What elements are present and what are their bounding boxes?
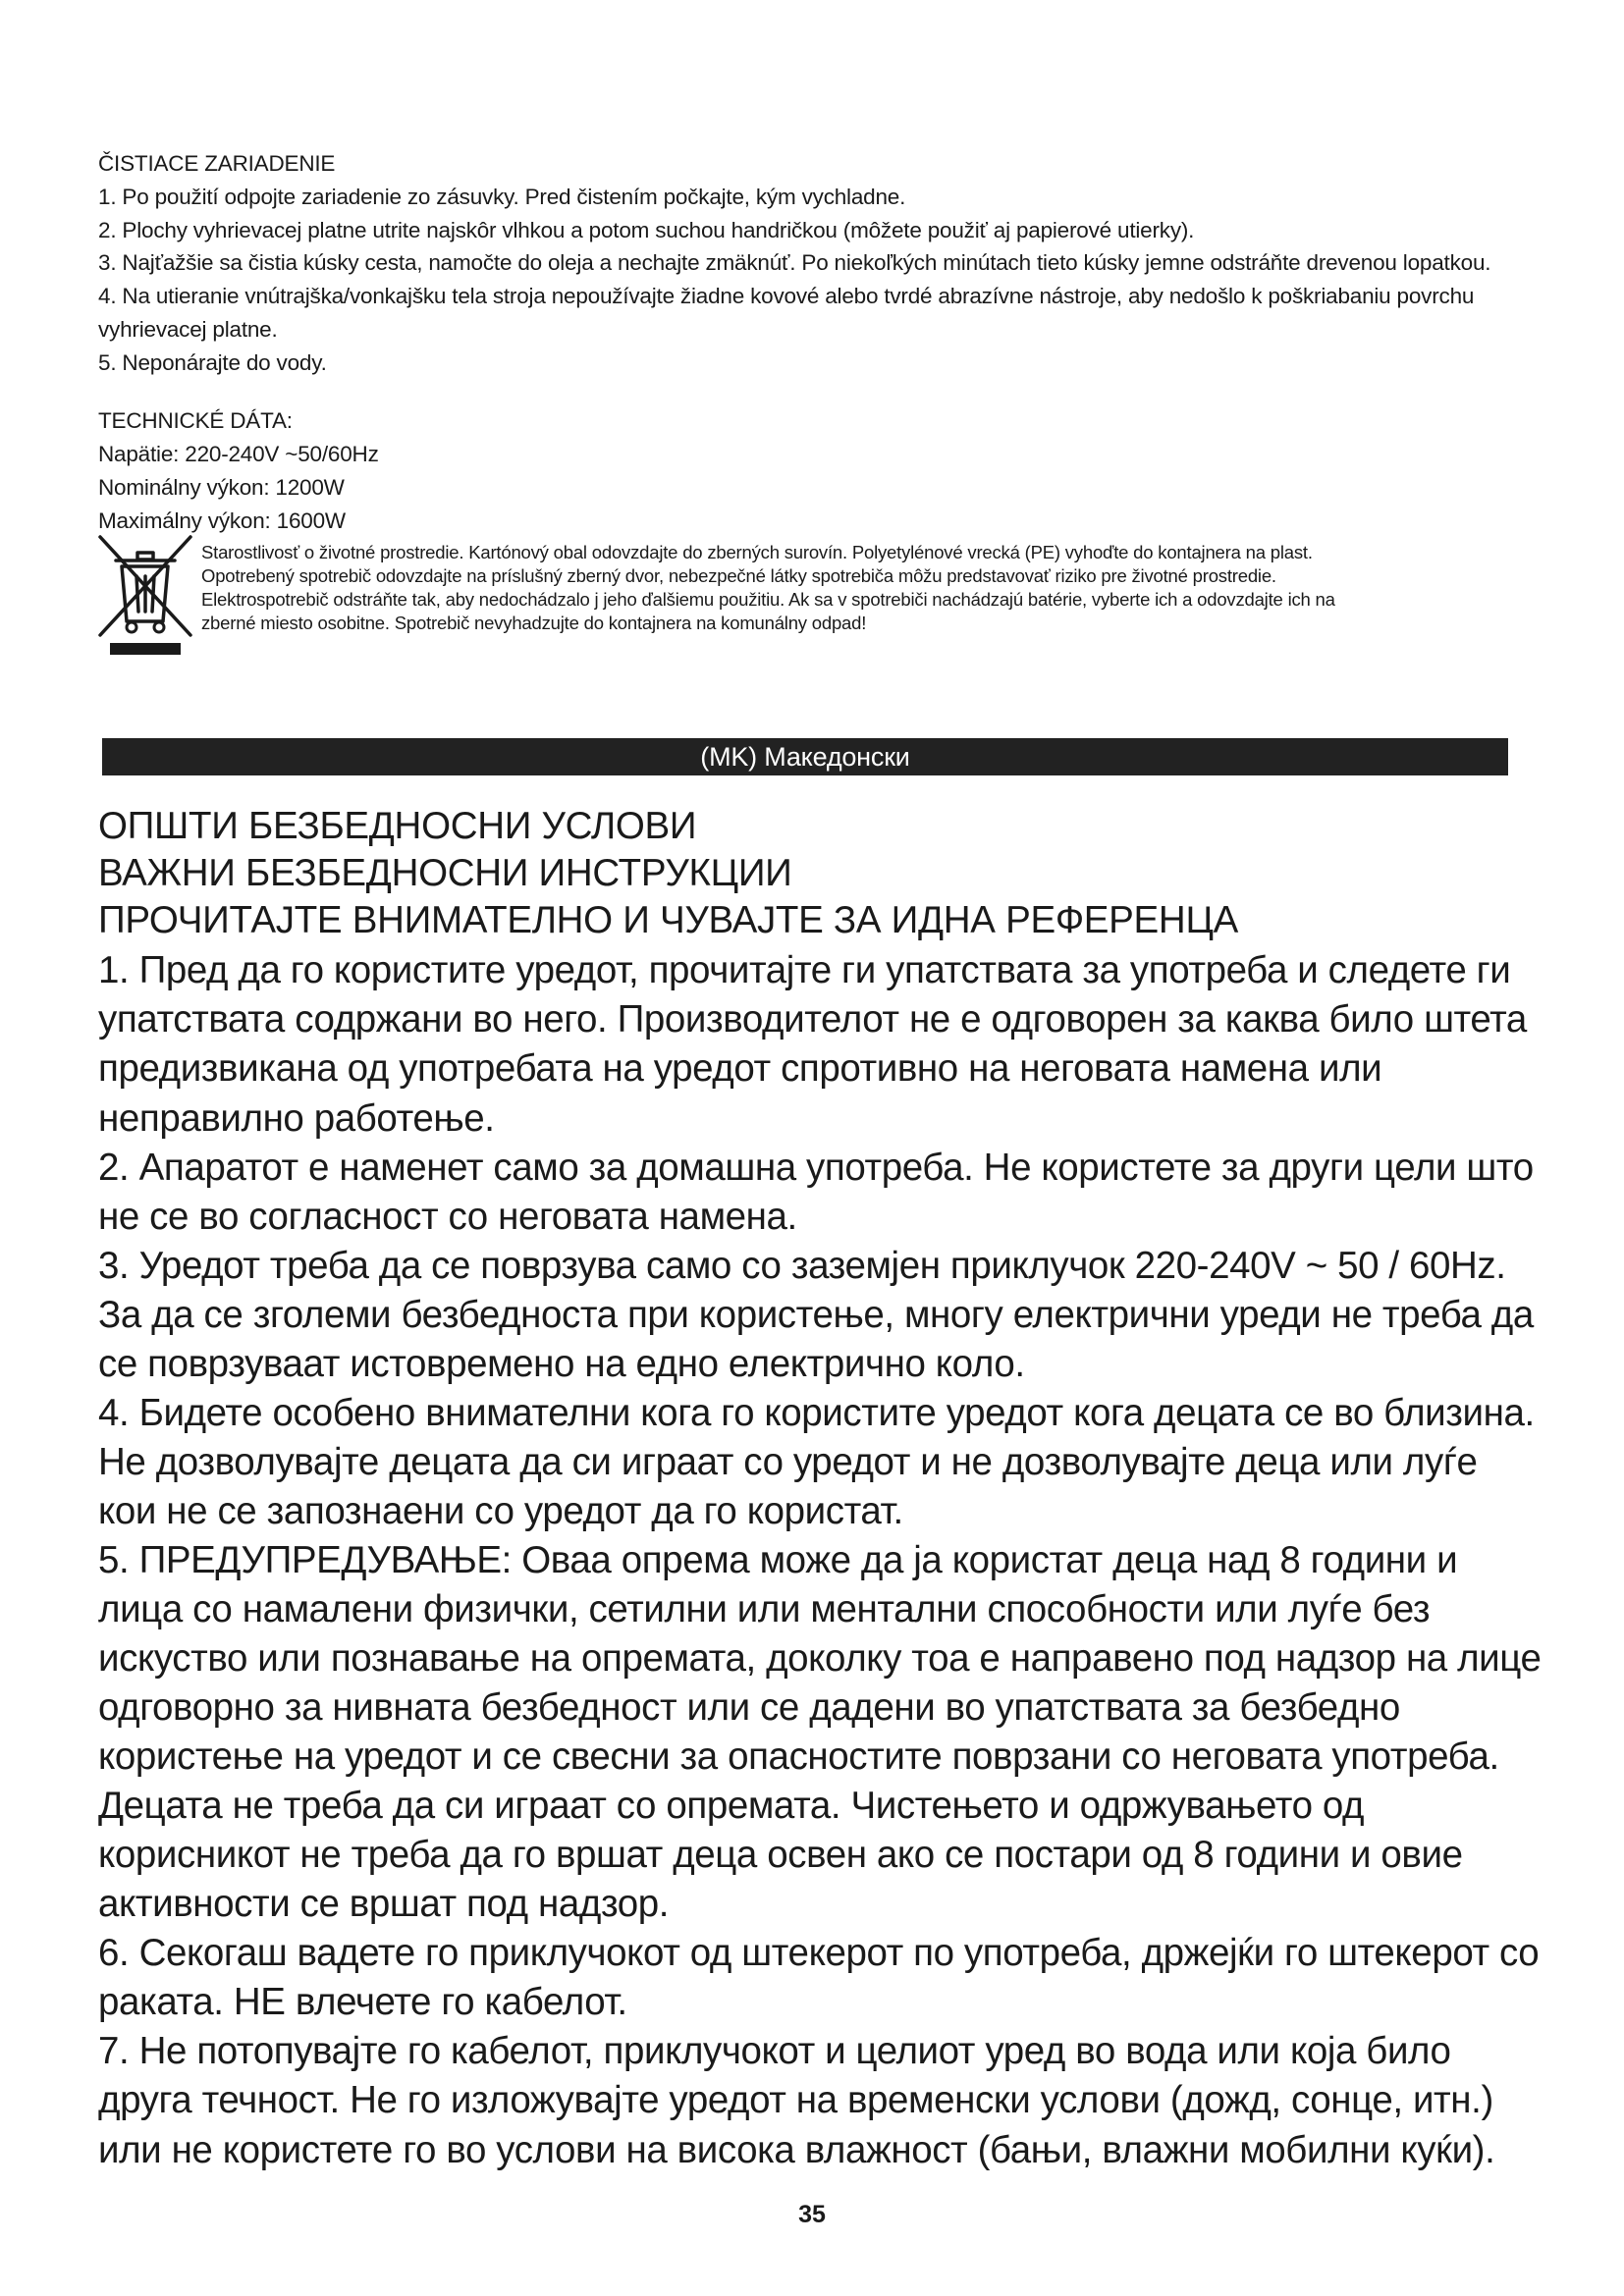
cleaning-item: 2. Plochy vyhrievacej platne utrite najskôr vlhkou a potom suchou handričkou (môžete použiť aj papierové utierky). [98,217,1195,242]
environment-line: Opotrebený spotrebič odovzdajte na príslušný zberný dvor, nebezpečné látky spotrebiča môžu predstavovať riziko pre životné prostredie. [201,565,1276,587]
safety-heading: ПРОЧИТАЈТЕ ВНИМАТЕЛНО И ЧУВАЈТЕ ЗА ИДНА РЕФЕРЕНЦА [98,899,1238,942]
environment-line: zberné miesto osobitne. Spotrebič nevyhadzujte do kontajnera na komunálny odpad! [201,613,867,634]
environment-line: Elektrospotrebič odstráňte tak, aby nedochádzalo j jeho ďalšiemu použitiu. Ak sa v spotrebiči nachádzajú batérie, vyberte ich a odovzdajte ich na [201,589,1335,611]
technical-data-title: TECHNICKÉ DÁTA: [98,408,293,434]
macedonian-section [98,803,1542,2175]
slovak-section [98,147,1532,666]
technical-data-section [98,404,1532,537]
safety-item: 3. Уредот треба да се поврзува само со заземјен приклучок 220-240V ~ 50 / 60Hz. За да се зголеми безбедноста при користење, многу електрични уреди не треба да се поврзуваат истовремено на едно електрично коло. [98,1244,1534,1385]
technical-data-line: Nominálny výkon: 1200W [98,474,345,500]
safety-item: 2. Апаратот е наменет само за домашна употреба. Не користете за други цели што не се во согласност со неговата намена. [98,1146,1534,1238]
cleaning-title: ČISTIACE ZARIADENIE [98,151,336,176]
safety-heading: ОПШТИ БЕЗБЕДНОСНИ УСЛОВИ [98,805,697,847]
cleaning-item: 5. Neponárajte do vody. [98,349,327,375]
safety-heading: ВАЖНИ БЕЗБЕДНОСНИ ИНСТРУКЦИИ [98,852,792,895]
cleaning-section [98,147,1532,379]
safety-item: 6. Секогаш вадете го приклучокот од штекерот по употреба, држејќи го штекерот со раката. НЕ влечете го кабелот. [98,1932,1540,2024]
technical-data-line: Napätie: 220-240V ~50/60Hz [98,442,379,466]
cleaning-item: 3. Najťažšie sa čistia kúsky cesta, namočte do oleja a nechajte zmäknúť. Po niekoľkých minútach tieto kúsky jemne odstráňte drevenou lopatkou. [98,250,1491,276]
safety-item: 4. Бидете особено внимателни кога го користите уредот кога децата се во близина. Не дозволувајте децата да си играат со уредот и не дозволувајте деца или луѓе кои не се запознаени со уредот да го користат. [98,1391,1535,1532]
environment-text [201,541,1335,635]
environment-line: Starostlivosť o životné prostredie. Kartónový obal odovzdajte do zberných surovín. Polyetylénové vrecká (PE) vyhoďte do kontajnera na plast. [201,542,1313,563]
safety-item: 1. Пред да го користите уредот, прочитајте ги упатствата за употреба и следете ги упатствата содржани во него. Производителот не е одговорен за каква било штета предизвикана од употребата на уредот спротивно на неговата намена или неправилно работење. [98,949,1527,1140]
page-number: 35 [798,2201,826,2228]
cleaning-item: 4. Na utieranie vnútrajška/vonkajšku tela stroja nepoužívajte žiadne kovové alebo tvrdé abrazívne nástroje, aby nedošlo k poškriabaniu povrchu vyhrievacej platne. [98,284,1475,342]
crossed-out-wheelie-bin-icon [94,533,197,666]
cleaning-item: 1. Po použití odpojte zariadenie zo zásuvky. Pred čistením počkajte, kým vychladne. [98,184,906,209]
safety-item: 5. ПРЕДУПРЕДУВАЊЕ: Оваа опрема може да ја користат деца над 8 години и лица со намалени физички, сетилни или ментални способности или луѓе без искуство или познавање на опремата, доколку тоа е направено под надзор на лице одговорно за нивната безбедност или се дадени во упатствата за безбедно користење на уредот и се свесни за опасностите поврзани со неговата употреба. Децата не треба да си играат со опремата. Чистењето и одржувањето од корисникот не треба да го вршат деца освен ако се постари од 8 години и овие активности се вршат под надзор. [98,1538,1542,1926]
safety-item: 7. Не потопувајте го кабелот, приклучокот и целиот уред во вода или која било друга течност. Не го изложувајте уредот на временски услови (дожд, сонце, итн.) или не користете го во услови на висока влажност (бањи, влажни мобилни куќи). [98,2030,1495,2171]
language-banner: (MK) Македонски [102,738,1508,775]
technical-data-line: Maximálny výkon: 1600W [98,507,346,533]
environment-notice [98,539,1532,666]
